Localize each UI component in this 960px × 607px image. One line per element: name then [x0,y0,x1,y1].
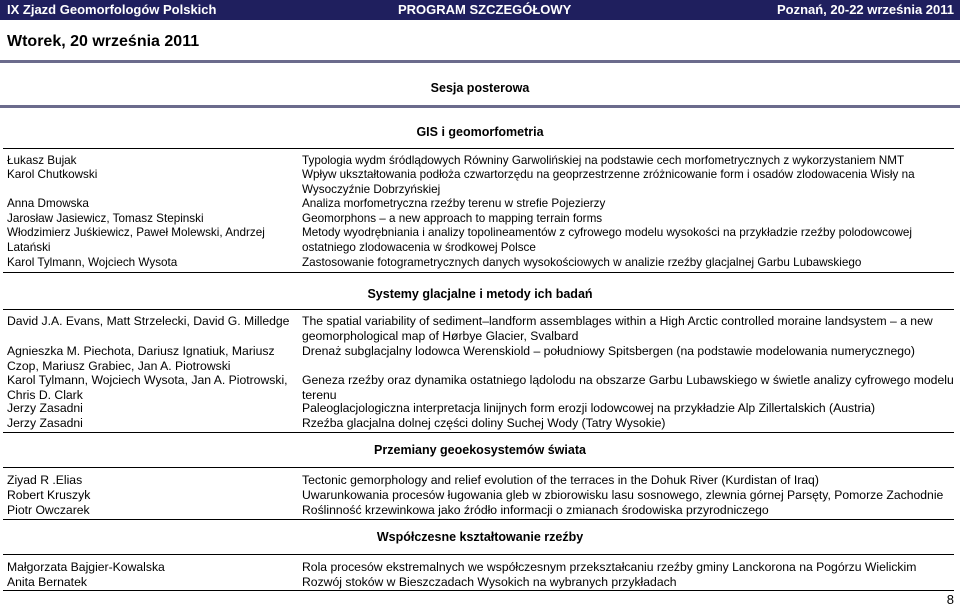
section-border [3,432,954,433]
author: Ziyad R .Elias [7,473,83,487]
author: Karol Tylmann, Wojciech Wysota, Jan A. Piotrowski, Chris D. Clark [7,373,288,402]
poster-title: Zastosowanie fotogrametrycznych danych wysokościowych w analizie rzeźby glacjalnej Garbu Lubawskiego [302,256,862,269]
author: Anna Dmowska [7,197,89,210]
page-number: 8 [946,592,954,607]
header-center: PROGRAM SZCZEGÓŁOWY [398,2,572,17]
poster-title: Geneza rzeźby oraz dynamika ostatniego lądolodu na obszarze Garbu Lubawskiego w świetle analizy cyfrowego modelu terenu [302,373,954,402]
poster-title: Rzeźba glacjalna dolnej części doliny Suchej Wody (Tatry Wysokie) [302,416,666,430]
author: Piotr Owczarek [7,503,90,517]
section-border [3,272,954,273]
poster-title: Typologia wydm śródlądowych Równiny Garwolińskiej na podstawie cech morfometrycznych z wykorzystaniem NMT [302,154,905,167]
author: Anita Bernatek [7,575,87,589]
author: Jerzy Zasadni [7,401,83,415]
poster-title: Drenaż subglacjalny lodowca Werenskiold – południowy Spitsbergen (na podstawie modelowania numerycznego) [302,344,915,358]
author: Włodzimierz Juśkiewicz, Paweł Molewski, Andrzej Latański [7,226,265,254]
author: Agnieszka M. Piechota, Dariusz Ignatiuk, Mariusz Czop, Mariusz Grabiec, Jan A. Piotrowski [7,344,275,373]
poster-title: Roślinność krzewinkowa jako źródło informacji o zmianach środowiska przyrodniczego [302,503,769,517]
day-title: Wtorek, 20 września 2011 [7,33,200,50]
poster-title: Rozwój stoków w Bieszczadach Wysokich na wybranych przykładach [302,575,677,589]
header-right: Poznań, 20-22 września 2011 [776,2,954,17]
author: Małgorzata Bajgier-Kowalska [7,560,165,574]
author: Jarosław Jasiewicz, Tomasz Stepinski [7,212,204,225]
poster-title: Geomorphons – a new approach to mapping terrain forms [302,212,603,225]
section-border [3,590,954,591]
poster-title: Wpływ ukształtowania podłoża czwartorzędu na geoprzestrzenne zróżnicowanie form i osadów zlodowacenia Wisły na Wysoczyźnie Dobrzyńskiej [302,168,915,196]
poster-title: Uwarunkowania procesów ługowania gleb w zbiorowisku lasu sosnowego, zlewnia górnej Parsęty, Pomorze Zachodnie [302,488,944,502]
poster-title: The spatial variability of sediment–landform assemblages within a High Arctic controlled moraine landsystem – a new geomorphological map of Hørbye Glacier, Svalbard [302,314,933,343]
poster-title: Metody wyodrębniania i analizy topolineamentów z cyfrowego modelu wysokości na przykładzie rzeźby polodowcowej ostatniego zlodowacenia w środkowej Polsce [302,226,913,254]
author: Karol Chutkowski [7,168,98,181]
session-title: Sesja posterowa [430,81,530,95]
poster-title: Analiza morfometryczna rzeźby terenu w strefie Pojezierzy [302,197,606,210]
section-border [3,467,954,468]
header-left: IX Zjazd Geomorfologów Polskich [7,2,217,17]
section-title: Współczesne kształtowanie rzeźby [376,530,584,544]
author: Robert Kruszyk [7,488,91,502]
author: David J.A. Evans, Matt Strzelecki, David G. Milledge [7,314,290,328]
section-title: Systemy glacjalne i metody ich badań [367,287,593,301]
author: Jerzy Zasadni [7,416,83,430]
poster-title: Paleoglacjologiczna interpretacja linijnych form erozji lodowcowej na przykładzie Alp Zillertalskich (Austria) [302,401,876,415]
poster-title: Tectonic gemorphology and relief evolution of the terraces in the Dohuk River (Kurdistan of Iraq) [302,473,819,487]
section-border [3,519,954,520]
divider [0,105,960,108]
section-border [3,554,954,555]
author: Łukasz Bujak [7,154,77,167]
poster-title: Rola procesów ekstremalnych we współczesnym przekształcaniu rzeźby gminy Lanckorona na Pogórzu Wielickim [302,560,917,574]
author: Karol Tylmann, Wojciech Wysota [7,256,178,269]
divider [0,60,960,63]
section-border [3,309,954,310]
section-title: Przemiany geoekosystemów świata [374,443,586,457]
header-bar [0,0,960,20]
section-border [3,148,954,149]
section-title: GIS i geomorfometria [416,125,544,139]
